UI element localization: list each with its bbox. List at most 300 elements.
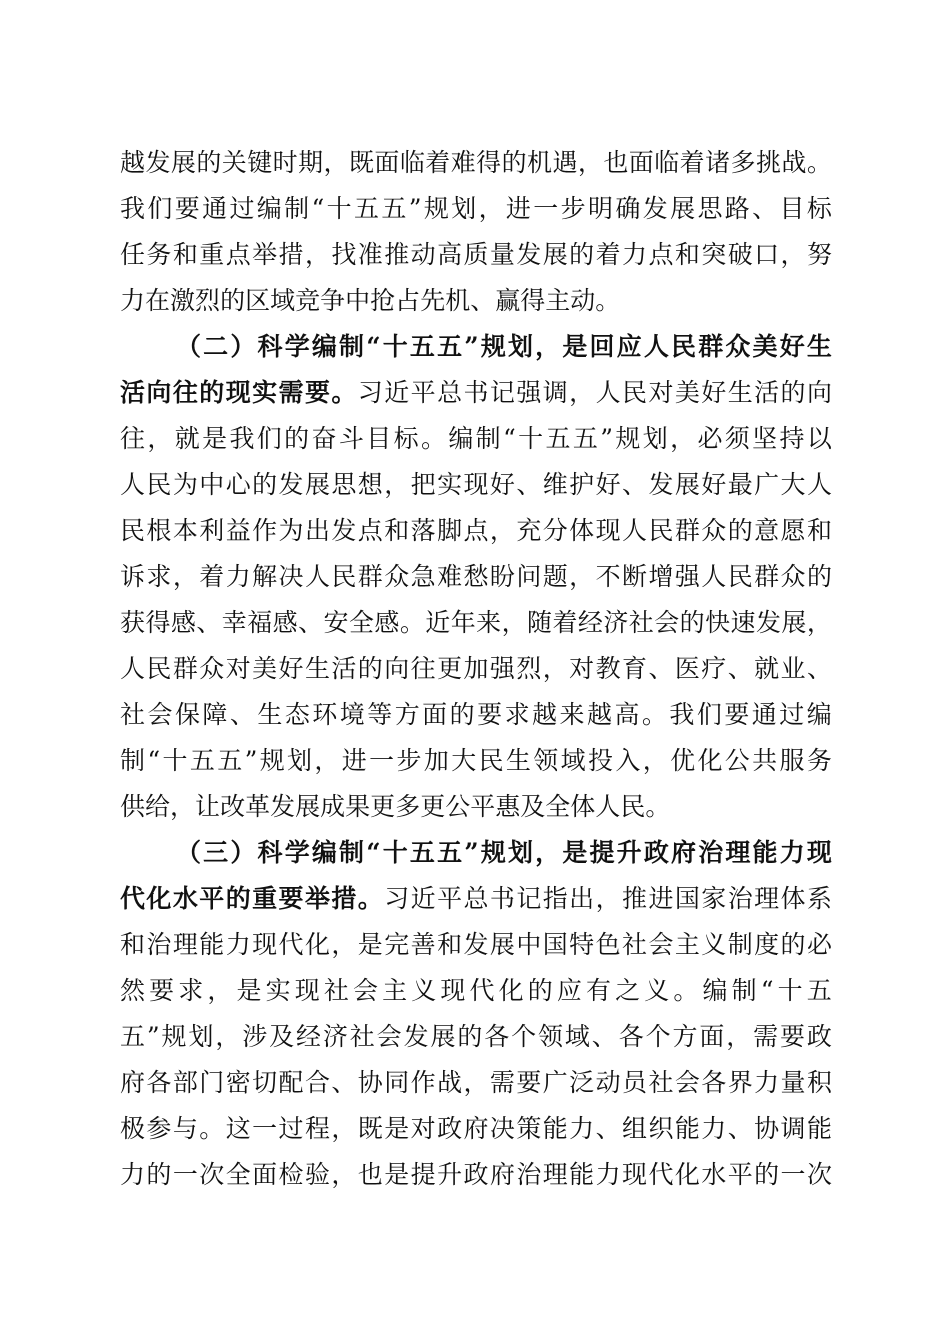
body-char: 来 — [476, 608, 502, 637]
body-char: 往 — [120, 424, 146, 453]
body-char: 次 — [806, 1160, 832, 1189]
body-char: 是 — [202, 424, 228, 453]
body-char: 程 — [304, 1114, 330, 1143]
body-char: 在 — [145, 286, 171, 315]
body-char: 中 — [199, 470, 225, 499]
body-char: 态 — [284, 700, 310, 729]
body-char: 境 — [339, 700, 365, 729]
body-char: 好 — [701, 378, 727, 407]
text-line — [120, 1152, 832, 1198]
body-char: 各 — [146, 1068, 172, 1097]
body-char: 门 — [199, 1068, 225, 1097]
body-char: 平 — [410, 378, 436, 407]
body-char: 发 — [403, 1022, 429, 1051]
text-line — [120, 462, 832, 508]
body-char: 期 — [298, 148, 324, 177]
body-char: 民 — [620, 792, 646, 821]
body-char: 、 — [648, 654, 674, 683]
heading-char: 编 — [311, 838, 337, 867]
body-char: 社 — [628, 608, 654, 637]
body-char: 好 — [489, 470, 515, 499]
heading-char: ， — [535, 838, 561, 867]
body-char: 主 — [382, 976, 408, 1005]
body-char: 能 — [806, 1114, 832, 1143]
body-char: 验 — [304, 1160, 330, 1189]
heading-char: 制 — [339, 332, 365, 361]
body-char: 优 — [670, 746, 696, 775]
body-char: 各 — [618, 1022, 644, 1051]
body-char: 的 — [527, 976, 553, 1005]
body-char: 民 — [727, 562, 753, 591]
body-char: 以 — [806, 424, 832, 453]
body-char: 务 — [806, 746, 832, 775]
heading-char: 应 — [616, 332, 642, 361]
body-char: 政 — [437, 1114, 463, 1143]
body-char: 现 — [595, 516, 621, 545]
body-char: 制 — [727, 930, 753, 959]
body-char: 色 — [595, 930, 621, 959]
body-char: 我 — [120, 194, 146, 223]
body-char: 获 — [120, 608, 146, 637]
body-char: 占 — [395, 286, 421, 315]
body-char: 群 — [754, 562, 780, 591]
body-char: 展 — [781, 608, 807, 637]
body-char: 措 — [278, 240, 304, 269]
body-char: 赢 — [495, 286, 521, 315]
body-char: 一 — [780, 1160, 806, 1189]
body-char: 公 — [445, 792, 471, 821]
section-heading-line — [120, 324, 832, 370]
body-char: 思 — [331, 470, 357, 499]
body-char: 治 — [727, 884, 753, 913]
body-char: 中 — [516, 930, 542, 959]
body-char: 积 — [806, 1068, 832, 1097]
body-char: 教 — [595, 654, 621, 683]
body-char: 安 — [323, 608, 349, 637]
body-char: 和 — [120, 930, 146, 959]
body-char: ， — [806, 608, 832, 637]
heading-char: 规 — [480, 838, 506, 867]
body-char: 和 — [806, 516, 832, 545]
heading-char: 生 — [806, 332, 832, 361]
body-char: 民 — [478, 746, 504, 775]
body-char: 急 — [410, 562, 436, 591]
body-char: 充 — [516, 516, 542, 545]
body-char: 关 — [221, 148, 247, 177]
body-char: 的 — [780, 930, 806, 959]
heading-char: 是 — [562, 332, 588, 361]
body-char: 键 — [247, 148, 273, 177]
body-char: 人 — [701, 562, 727, 591]
body-char: 国 — [674, 884, 700, 913]
body-char: 求 — [146, 562, 172, 591]
body-char: 五 — [806, 976, 832, 1005]
body-char: 机 — [527, 148, 553, 177]
body-char: 代 — [469, 976, 495, 1005]
body-char: 问 — [516, 562, 542, 591]
body-char: 改 — [220, 792, 246, 821]
body-char: 现 — [440, 976, 466, 1005]
body-char: 力 — [595, 1160, 621, 1189]
body-char: 服 — [779, 746, 805, 775]
body-char: ， — [172, 562, 198, 591]
body-char: 现 — [622, 1160, 648, 1189]
body-char: 群 — [357, 562, 383, 591]
body-char: 进 — [648, 884, 674, 913]
body-char: ， — [489, 516, 515, 545]
body-char: 奋 — [311, 424, 337, 453]
heading-char: 众 — [725, 332, 751, 361]
body-char: 五 — [189, 746, 215, 775]
body-char: 五 — [120, 1022, 146, 1051]
body-char: 能 — [199, 930, 225, 959]
body-char: 方 — [672, 1022, 698, 1051]
heading-char: ” — [464, 332, 479, 361]
body-char: 、 — [591, 1022, 617, 1051]
heading-char: 要 — [278, 884, 304, 913]
body-char: 重 — [199, 240, 225, 269]
body-char: 务 — [146, 240, 172, 269]
body-char: 和 — [172, 240, 198, 269]
body-char: 育 — [622, 654, 648, 683]
body-char: 政 — [806, 1022, 832, 1051]
heading-char: 向 — [146, 378, 172, 407]
heading-char: 举 — [304, 884, 330, 913]
body-char: 要 — [149, 976, 175, 1005]
body-char: 力 — [754, 1068, 780, 1097]
heading-char: 科 — [257, 838, 283, 867]
body-char: 要 — [724, 700, 750, 729]
heading-char: 现 — [225, 378, 251, 407]
body-char: 面 — [374, 148, 400, 177]
body-char: 的 — [727, 516, 753, 545]
body-char: 进 — [505, 194, 531, 223]
body-char: 力 — [120, 1160, 146, 1189]
body-char: 发 — [648, 470, 674, 499]
body-char: 、 — [298, 608, 324, 637]
heading-char: 划 — [507, 332, 533, 361]
body-char: 分 — [542, 516, 568, 545]
body-char: 代 — [278, 930, 304, 959]
heading-char: 理 — [725, 838, 751, 867]
body-char: 更 — [437, 654, 463, 683]
body-char: 广 — [542, 1068, 568, 1097]
body-char: 民 — [120, 516, 146, 545]
body-char: 过 — [229, 194, 255, 223]
body-char: 活 — [331, 654, 357, 683]
body-char: 要 — [477, 700, 503, 729]
body-char: 遇 — [552, 148, 578, 177]
heading-char: 措 — [331, 884, 357, 913]
body-char: 的 — [252, 470, 278, 499]
body-char: 革 — [245, 792, 271, 821]
body-char: 供 — [120, 792, 146, 821]
body-char: 编 — [806, 700, 832, 729]
body-char: 域 — [270, 286, 296, 315]
body-char: 力 — [225, 562, 251, 591]
body-char: 众 — [780, 562, 806, 591]
body-char: 十 — [777, 976, 803, 1005]
body-char: 民 — [622, 378, 648, 407]
body-char: 强 — [516, 378, 542, 407]
body-char: 与 — [172, 1114, 198, 1143]
body-char: 、 — [806, 654, 832, 683]
body-char: 、 — [727, 654, 753, 683]
text-line — [120, 508, 832, 554]
body-char: 着 — [425, 148, 451, 177]
body-char: 让 — [195, 792, 221, 821]
body-char: 各 — [484, 1022, 510, 1051]
body-char: 目 — [366, 424, 392, 453]
body-char: 府 — [489, 1160, 515, 1189]
heading-char: 回 — [589, 332, 615, 361]
heading-char: 五 — [437, 332, 463, 361]
body-char: 理 — [754, 884, 780, 913]
body-char: 力 — [569, 1114, 595, 1143]
body-char: 益 — [225, 516, 251, 545]
body-char: 大 — [451, 746, 477, 775]
body-char: 规 — [259, 746, 285, 775]
body-char: 得 — [145, 608, 171, 637]
body-char: 、 — [727, 1114, 753, 1143]
body-char: 根 — [146, 516, 172, 545]
body-char: 生 — [304, 654, 330, 683]
body-char: 水 — [701, 1160, 727, 1189]
body-char: 障 — [202, 700, 228, 729]
body-char: 要 — [174, 194, 200, 223]
body-char: 有 — [586, 976, 612, 1005]
body-char: 实 — [265, 976, 291, 1005]
body-char: ， — [463, 1068, 489, 1097]
body-char: 个 — [511, 1022, 537, 1051]
heading-char: 十 — [382, 332, 408, 361]
body-char: 就 — [174, 424, 200, 453]
body-char: 多 — [395, 792, 421, 821]
body-char: 度 — [754, 930, 780, 959]
body-char: 必 — [697, 424, 723, 453]
body-char: 的 — [357, 654, 383, 683]
body-char: ， — [642, 746, 668, 775]
body-char: ” — [244, 746, 258, 775]
body-char: 五 — [354, 194, 380, 223]
body-char: 活 — [754, 378, 780, 407]
body-char: 。 — [806, 148, 832, 177]
body-char: ， — [331, 1114, 357, 1143]
heading-char: 要 — [304, 378, 330, 407]
text-line — [120, 278, 832, 324]
body-char: 善 — [410, 930, 436, 959]
heading-char: ， — [535, 332, 561, 361]
body-char: 增 — [648, 562, 674, 591]
body-char: 向 — [384, 654, 410, 683]
body-char: 力 — [120, 286, 146, 315]
body-char: 治 — [146, 930, 172, 959]
body-char: 找 — [331, 240, 357, 269]
body-char: 策 — [516, 1114, 542, 1143]
body-char: 织 — [648, 1114, 674, 1143]
body-char: 得 — [476, 148, 502, 177]
body-char: 任 — [120, 240, 146, 269]
body-char: 政 — [463, 1160, 489, 1189]
body-char: “ — [760, 976, 774, 1005]
body-char: 。 — [645, 792, 671, 821]
body-char: 域 — [564, 1022, 590, 1051]
body-char: 本 — [172, 516, 198, 545]
body-char: 烈 — [195, 286, 221, 315]
body-char: 最 — [727, 470, 753, 499]
body-char: 社 — [120, 700, 146, 729]
body-char: 会 — [654, 608, 680, 637]
body-char: 民 — [331, 562, 357, 591]
body-char: 面 — [422, 700, 448, 729]
body-char: 检 — [278, 1160, 304, 1189]
text-line — [120, 1106, 832, 1152]
body-char: “ — [503, 424, 516, 453]
body-char: 府 — [463, 1114, 489, 1143]
text-line — [120, 186, 832, 232]
body-char: 、 — [516, 470, 542, 499]
body-char: 界 — [727, 1068, 753, 1097]
heading-char: 水 — [172, 884, 198, 913]
body-char: 更 — [370, 792, 396, 821]
body-char: 们 — [256, 424, 282, 453]
body-char: 社 — [323, 976, 349, 1005]
text-line — [120, 738, 832, 784]
body-char: 展 — [430, 1022, 456, 1051]
body-char: 府 — [120, 1068, 146, 1097]
body-char: 对 — [569, 654, 595, 683]
heading-char: 十 — [382, 838, 408, 867]
body-char: 进 — [341, 746, 367, 775]
body-char: 指 — [542, 884, 568, 913]
body-char: 近 — [410, 884, 436, 913]
body-char: ， — [331, 1160, 357, 1189]
body-char: 编 — [256, 194, 282, 223]
body-char: 美 — [674, 378, 700, 407]
body-char: 好 — [595, 470, 621, 499]
body-char: 生 — [257, 700, 283, 729]
heading-char: 编 — [311, 332, 337, 361]
body-char: 和 — [674, 240, 700, 269]
body-char: 口 — [754, 240, 780, 269]
body-char: 体 — [570, 792, 596, 821]
body-char: 发 — [755, 608, 781, 637]
body-char: 的 — [449, 700, 475, 729]
body-char: 往 — [410, 654, 436, 683]
body-char: 五 — [572, 424, 598, 453]
heading-char: 现 — [806, 838, 832, 867]
body-char: 及 — [269, 1022, 295, 1051]
body-char: 体 — [569, 516, 595, 545]
body-char: 心 — [225, 470, 251, 499]
body-char: 展 — [542, 240, 568, 269]
body-char: 然 — [120, 976, 146, 1005]
body-char: 众 — [701, 516, 727, 545]
text-line — [120, 232, 832, 278]
body-char: ， — [726, 1022, 752, 1051]
body-char: 特 — [569, 930, 595, 959]
body-char: 也 — [357, 1160, 383, 1189]
body-char: 。 — [595, 286, 621, 315]
body-char: 目 — [779, 194, 805, 223]
body-char: 烈 — [516, 654, 542, 683]
body-char: 的 — [780, 378, 806, 407]
body-char: 。 — [641, 700, 667, 729]
body-char: 规 — [423, 194, 449, 223]
body-char: 现 — [294, 976, 320, 1005]
body-char: 这 — [225, 1114, 251, 1143]
body-char: 通 — [202, 194, 228, 223]
body-char: 的 — [220, 286, 246, 315]
body-char: 一 — [533, 194, 559, 223]
body-char: 理 — [542, 1160, 568, 1189]
body-char: 机 — [445, 286, 471, 315]
body-char: 是 — [384, 1160, 410, 1189]
body-char: 速 — [730, 608, 756, 637]
body-char: 调 — [780, 1114, 806, 1143]
body-char: 诸 — [705, 148, 731, 177]
body-char: 化 — [498, 976, 524, 1005]
body-char: 果 — [345, 792, 371, 821]
body-char: 理 — [172, 930, 198, 959]
body-char: 我 — [669, 700, 695, 729]
body-char: 众 — [199, 654, 225, 683]
heading-char: 需 — [278, 378, 304, 407]
body-char: 就 — [754, 654, 780, 683]
body-char: ， — [207, 976, 233, 1005]
body-char: 时 — [272, 148, 298, 177]
body-char: 。 — [673, 976, 699, 1005]
body-char: 努 — [806, 240, 832, 269]
body-char: 我 — [229, 424, 255, 453]
body-char: 成 — [320, 792, 346, 821]
section-heading-line — [120, 830, 832, 876]
body-char: 提 — [410, 1160, 436, 1189]
body-char: 质 — [463, 240, 489, 269]
body-char: 切 — [252, 1068, 278, 1097]
body-char: 需 — [753, 1022, 779, 1051]
body-char: 的 — [196, 148, 222, 177]
body-char: 更 — [420, 792, 446, 821]
body-char: 投 — [588, 746, 614, 775]
body-char: 越 — [586, 700, 612, 729]
body-char: 过 — [779, 700, 805, 729]
body-char: 先 — [420, 286, 446, 315]
body-char: 区 — [245, 286, 271, 315]
body-char: 家 — [701, 884, 727, 913]
body-char: 协 — [357, 1068, 383, 1097]
body-char: ， — [501, 608, 527, 637]
body-char: 的 — [457, 1022, 483, 1051]
text-line — [120, 1014, 832, 1060]
body-char: 量 — [489, 240, 515, 269]
body-char: 愿 — [780, 516, 806, 545]
body-char: 能 — [674, 1114, 700, 1143]
body-char: 完 — [384, 930, 410, 959]
body-char: 明 — [588, 194, 614, 223]
body-char: 随 — [527, 608, 553, 637]
body-char: 、 — [752, 194, 778, 223]
body-char: 全 — [348, 608, 374, 637]
body-char: 量 — [780, 1068, 806, 1097]
body-char: ， — [170, 792, 196, 821]
body-char: 脚 — [437, 516, 463, 545]
body-char: 人 — [595, 792, 621, 821]
heading-char: 五 — [409, 838, 435, 867]
body-char: 需 — [489, 1068, 515, 1097]
body-char: 生 — [727, 378, 753, 407]
heading-char: 五 — [409, 332, 435, 361]
